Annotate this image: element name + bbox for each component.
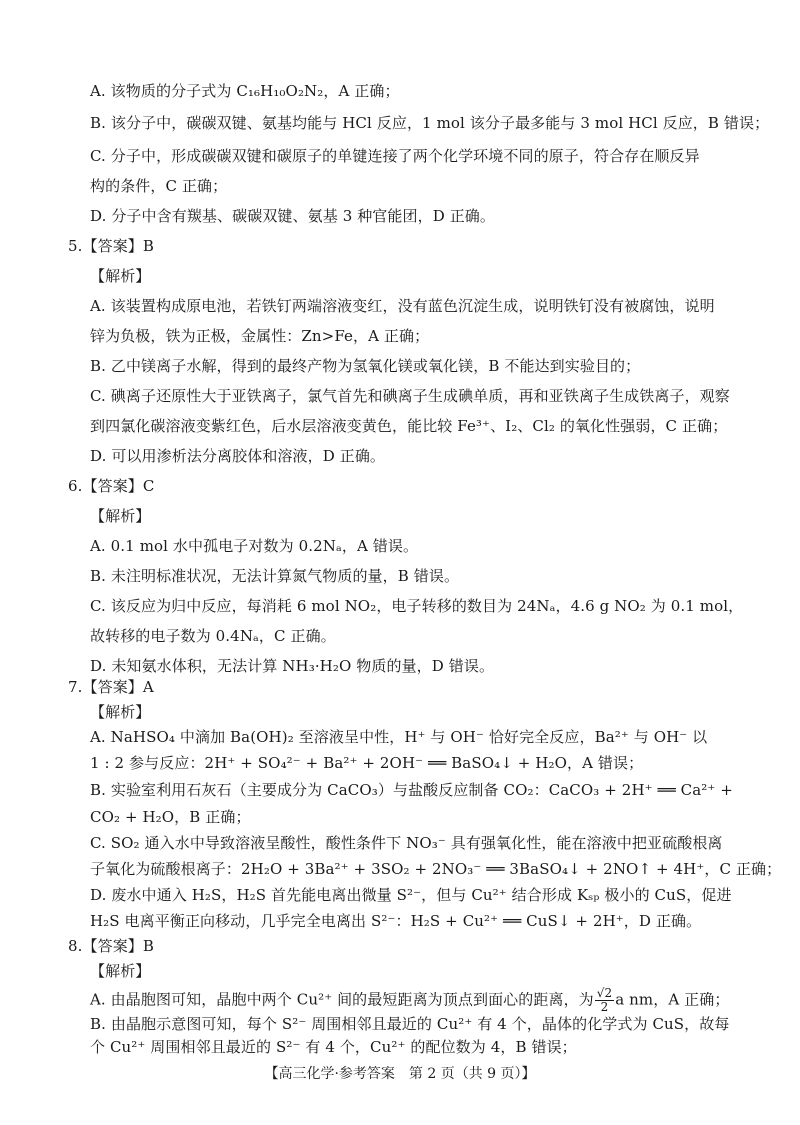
sqrt2-over-2-fraction	[595, 987, 614, 1014]
fraction-numerator: √2	[596, 986, 613, 1000]
text-line: B. 该分子中，碳碳双键、氨基均能与 HCl 反应，1 mol 该分子最多能与 3 mol HCl 反应，B 错误；	[90, 114, 770, 132]
text-line: 构的条件，C 正确；	[90, 177, 228, 195]
text-line: C. 分子中，形成碳碳双键和碳原子的单键连接了两个化学环境不同的原子，符合存在顺反异	[90, 147, 700, 165]
analysis-heading: 【解析】	[90, 703, 151, 721]
answer-heading: 5.【答案】B	[68, 237, 155, 255]
text-line: D. 分子中含有羰基、碳碳双键、氨基 3 种官能团，D 正确。	[90, 207, 496, 225]
text-line: 子氧化为硫酸根离子：2H₂O + 3Ba²⁺ + 3SO₂ + 2NO₃⁻ ══ 3BaSO₄↓ + 2NO↑ + 4H⁺，C 正确；	[90, 860, 782, 878]
text-line: B. 未注明标准状况，无法计算氮气物质的量，B 错误。	[90, 567, 460, 585]
text-line: A. 该装置构成原电池，若铁钉两端溶液变红，没有蓝色沉淀生成，说明铁钉没有被腐蚀，说明	[90, 297, 715, 315]
text-line: 到四氯化碳溶液变紫红色，后水层溶液变黄色，能比较 Fe³⁺、I₂、Cl₂ 的氧化性强弱，C 正确；	[90, 417, 728, 435]
text-line: D. 可以用渗析法分离胶体和溶液，D 正确。	[90, 447, 386, 465]
page-footer: 【高三化学·参考答案 第 2 页（共 9 页）】	[264, 1066, 536, 1082]
answer-heading: 8.【答案】B	[68, 937, 155, 955]
text-line: D. 废水中通入 H₂S，H₂S 首先能电离出微量 S²⁻，但与 Cu²⁺ 结合形成 Kₛₚ 极小的 CuS，促进	[90, 886, 732, 904]
text-segment: a nm，A 正确；	[615, 990, 730, 1009]
text-line: CO₂ + H₂O，B 正确；	[90, 808, 251, 826]
answer-heading: 6.【答案】C	[68, 477, 155, 495]
text-line: B. 由晶胞示意图可知，每个 S²⁻ 周围相邻且最近的 Cu²⁺ 有 4 个，晶体的化学式为 CuS，故每	[90, 1015, 730, 1033]
fraction-denominator: 2	[600, 1000, 609, 1014]
text-line: H₂S 电离平衡正向移动，几乎完全电离出 S²⁻：H₂S + Cu²⁺ ══ CuS↓ + 2H⁺，D 正确。	[90, 912, 702, 930]
text-line: A. 0.1 mol 水中孤电子对数为 0.2Nₐ，A 错误。	[90, 537, 419, 555]
text-line: B. 实验室利用石灰石（主要成分为 CaCO₃）与盐酸反应制备 CO₂：CaCO₃ + 2H⁺ ══ Ca²⁺ +	[90, 781, 733, 799]
text-line: C. 该反应为归中反应，每消耗 6 mol NO₂，电子转移的数目为 24Nₐ，4.6 g NO₂ 为 0.1 mol，	[90, 597, 744, 615]
analysis-heading: 【解析】	[90, 507, 151, 525]
analysis-heading: 【解析】	[90, 962, 151, 980]
text-line: 故转移的电子数为 0.4Nₐ，C 正确。	[90, 627, 336, 645]
text-line: D. 未知氨水体积，无法计算 NH₃·H₂O 物质的量，D 错误。	[90, 657, 495, 675]
text-line: A. 该物质的分子式为 C₁₆H₁₀O₂N₂，A 正确；	[90, 82, 400, 100]
text-line-with-fraction	[90, 987, 729, 1014]
text-line: 个 Cu²⁺ 周围相邻且最近的 S²⁻ 有 4 个，Cu²⁺ 的配位数为 4，B 错误；	[90, 1038, 577, 1056]
text-line: A. NaHSO₄ 中滴加 Ba(OH)₂ 至溶液呈中性，H⁺ 与 OH⁻ 恰好完全反应，Ba²⁺ 与 OH⁻ 以	[90, 728, 708, 746]
text-segment: A. 由晶胞图可知，晶胞中两个 Cu²⁺ 间的最短距离为顶点到面心的距离，为	[90, 990, 594, 1009]
text-line: C. SO₂ 通入水中导致溶液呈酸性，酸性条件下 NO₃⁻ 具有强氧化性，能在溶液中把亚硫酸根离	[90, 834, 723, 852]
text-line: C. 碘离子还原性大于亚铁离子，氯气首先和碘离子生成碘单质，再和亚铁离子生成铁离子，观察	[90, 387, 730, 405]
text-line: 1 : 2 参与反应：2H⁺ + SO₄²⁻ + Ba²⁺ + 2OH⁻ ══ BaSO₄↓ + H₂O，A 错误；	[90, 754, 644, 772]
analysis-heading: 【解析】	[90, 267, 151, 285]
answer-heading: 7.【答案】A	[68, 678, 154, 696]
text-line: 锌为负极，铁为正极，金属性：Zn>Fe，A 正确；	[90, 327, 430, 345]
text-line: B. 乙中镁离子水解，得到的最终产物为氢氧化镁或氧化镁，B 不能达到实验目的；	[90, 357, 641, 375]
